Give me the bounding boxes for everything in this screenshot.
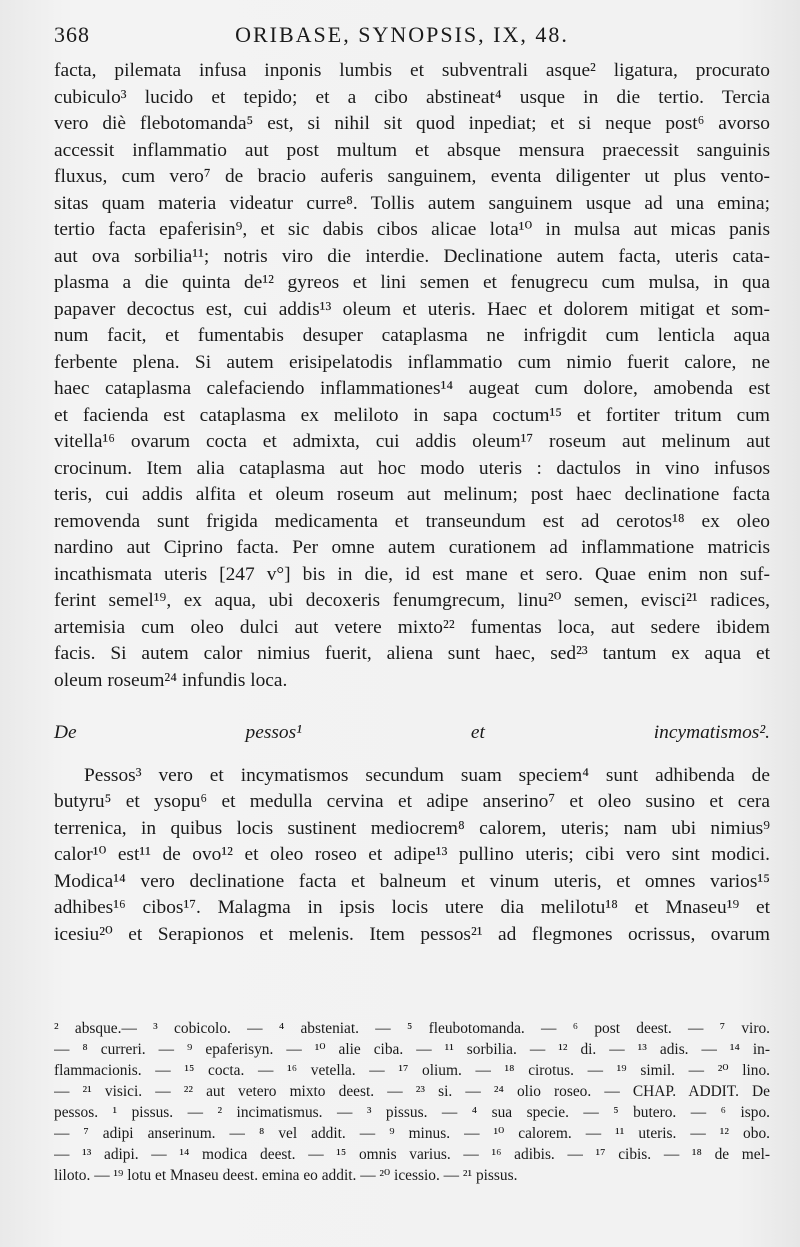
text-line: adhibes¹⁶ cibos¹⁷. Malagma in ipsis locis utere dia melilotu¹⁸ et Mnaseu¹⁹ et <box>54 897 770 918</box>
text-line: ² absque.— ³ cobicolo. — ⁴ absteniat. — ⁵ fleubotomanda. — ⁶ post deest. — ⁷ viro. <box>54 1020 770 1037</box>
text-line: facta, pilemata infusa inponis lumbis et subventrali asque² ligatura, procurato <box>54 60 770 81</box>
text-line: teris, cui addis alfita et oleum roseum aut melinum; post haec declinatione facta <box>54 484 770 505</box>
text-line: fluxus, cum vero⁷ de bracio auferis sanguinem, eventa diligenter ut plus vento- <box>54 166 770 187</box>
text-line: incathismata uteris [247 v°] bis in die, id est mane et sero. Quae enim non suf- <box>54 563 770 585</box>
header-title: ORIBASE, SYNOPSIS, IX, 48. <box>235 22 569 47</box>
text-line: removenda sunt frigida medicamenta et transeundum est ad cerotos¹⁸ ex oleo <box>54 510 770 532</box>
paragraph-2 <box>54 763 770 949</box>
text-line: nardino aut Ciprino facta. Per omne autem curationem ad inflammatione matricis <box>54 537 770 558</box>
text-line: pessos. ¹ pissus. — ² incimatismus. — ³ pissus. — ⁴ sua specie. — ⁵ butero. — ⁶ ispo. <box>54 1104 770 1121</box>
text-line: oleum roseum²⁴ infundis loca. <box>54 669 288 691</box>
text-line: accessit inflammatio aut post multum et absque mensura praecessit sanguinis <box>54 139 770 161</box>
text-line: cubiculo³ lucido et tepido; et a cibo abstineat⁴ usque in die tertio. Tercia <box>54 86 770 108</box>
text-line: butyru⁵ et ysopu⁶ et medulla cervina et adipe anserino⁷ et oleo susino et cera <box>54 791 770 812</box>
text-line: sitas quam materia videatur curre⁸. Tollis autem sanguinem usque ad una emina; <box>54 192 770 214</box>
text-line: liloto. — ¹⁹ lotu et Mnaseu deest. emina eo addit. — ²⁰ icessio. — ²¹ pissus. <box>54 1167 518 1184</box>
text-line: — ⁸ curreri. — ⁹ epaferisyn. — ¹⁰ alie ciba. — ¹¹ sorbilia. — ¹² di. — ¹³ adis. — ¹⁴ in- <box>54 1041 770 1058</box>
text-line: crocinum. Item alia cataplasma aut hoc modo uteris : dactulos in vino infusos <box>54 457 770 479</box>
text-line: Pessos³ vero et incymatismos secundum suam speciem⁴ sunt adhibenda de <box>84 764 770 786</box>
text-line: et facienda est cataplasma ex meliloto in sapa coctum¹⁵ et fortiter tritum cum <box>54 404 770 426</box>
text-line: num facit, et fumentabis desuper cataplasma ne infrigdit cum lenticla aqua <box>54 325 770 346</box>
text-line: ferbente plena. Si autem erisipelatodis inflammatio cum nimio fuerit calore, ne <box>54 351 770 373</box>
text-line: terrenica, in quibus locis sustinent mediocrem⁸ calorem, uteris; nam ubi nimius⁹ <box>54 817 770 839</box>
text-line: artemisia cum oleo dulci aut vetere mixto²² fumentas loca, aut sedere ibidem <box>54 616 770 638</box>
text-line: plasma a die quinta de¹² gyreos et lini semen et fenugrecu cum mulsa, in qua <box>54 272 770 293</box>
text-line: — ¹³ adipi. — ¹⁴ modica deest. — ¹⁵ omnis varius. — ¹⁶ adibis. — ¹⁷ cibis. — ¹⁸ de mel- <box>54 1146 770 1163</box>
running-head <box>54 22 770 58</box>
text-line: aut ova sorbilia¹¹; notris viro die interdie. Declinatione autem facta, uteris cata- <box>54 245 770 267</box>
footnotes <box>54 1018 770 1186</box>
text-line: icesiu²⁰ et Serapionos et melenis. Item pessos²¹ ad flegmones ocrissus, ovarum <box>54 923 770 945</box>
text-line: facis. Si autem calor nimius fuerit, aliena sunt haec, sed²³ tantum ex aqua et <box>54 643 770 664</box>
text-line: flammacionis. — ¹⁵ cocta. — ¹⁶ vetella. — ¹⁷ olium. — ¹⁸ cirotus. — ¹⁹ simil. — ²⁰ lino. <box>54 1062 770 1079</box>
page-number: 368 <box>54 22 90 47</box>
text-line: vero diè flebotomanda⁵ est, si nihil sit quod inpediat; et si neque post⁶ avorso <box>54 113 770 134</box>
text-line: tertio facta epaferisin⁹, et sic dabis cibos alicae lota¹⁰ in mulsa aut micas panis <box>54 219 770 240</box>
text-line: vitella¹⁶ ovarum cocta et admixta, cui addis oleum¹⁷ roseum aut melinum aut <box>54 431 770 452</box>
text-line: — ⁷ adipi anserinum. — ⁸ vel addit. — ⁹ minus. — ¹⁰ calorem. — ¹¹ uteris. — ¹² obo. <box>54 1125 770 1142</box>
section-title: De pessos¹ et incymatismos². <box>54 722 770 743</box>
paragraph-1 <box>54 58 770 694</box>
text-line: haec cataplasma calefaciendo inflammationes¹⁴ augeat cum dolore, amobenda est <box>54 378 770 399</box>
text-line: calor¹⁰ est¹¹ de ovo¹² et oleo roseo et adipe¹³ pullino uteris; cibi vero sint modici. <box>54 844 770 865</box>
text-line: ferint semel¹⁹, ex aqua, ubi decoxeris fenumgrecum, linu²⁰ semen, evisci²¹ radices, <box>54 590 770 611</box>
main-text <box>54 58 770 948</box>
text-line: — ²¹ visici. — ²² aut vetero mixto deest. — ²³ si. — ²⁴ olio roseo. — CHAP. ADDIT. De <box>54 1083 770 1100</box>
text-line: Modica¹⁴ vero declinatione facta et balneum et vinum uteris, et omnes varios¹⁵ <box>54 870 770 892</box>
text-line: papaver decoctus est, cui addis¹³ oleum et uteris. Haec et dolorem mitigat et som- <box>54 298 770 320</box>
